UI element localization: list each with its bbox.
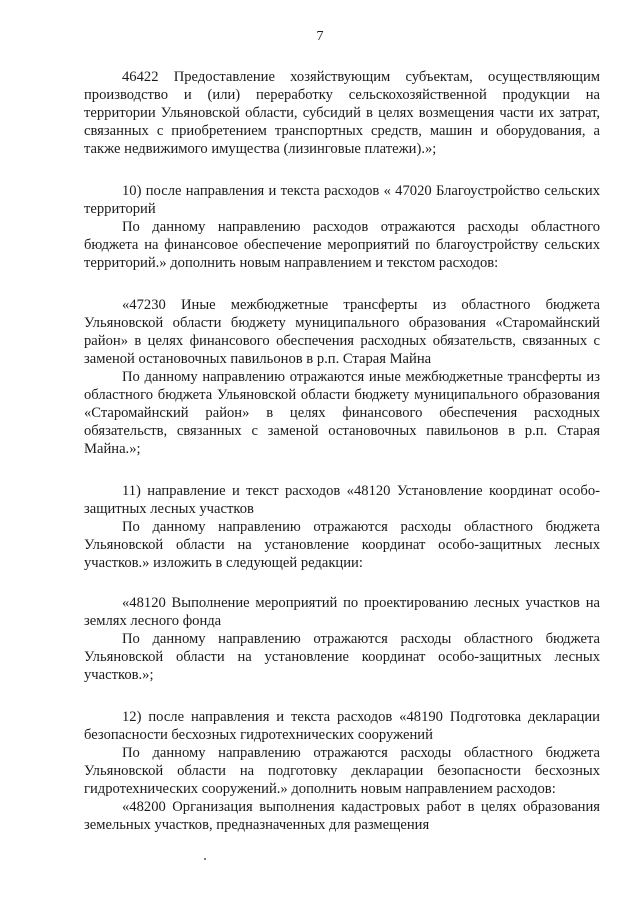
page-number: 7 [316,29,324,44]
paragraph-47230-description: По данному направлению отражаются иные межбюджетные трансферты из областного бюджета Ульяновской области бюджету муниципального образования «Старомайнский район» в целях финансового обеспечения расходных обязательств, связанных с заменой остановочных павильонов в р.п. Старая Майна.»; [84,369,600,457]
paragraph-48190-description: По данному направлению отражаются расходы областного бюджета Ульяновской области на подготовку декларации безопасности бесхозных гидротехнических сооружений.» дополнить новым направлением расходов: [84,745,600,797]
paragraph-48200: «48200 Организация выполнения кадастровых работ в целях образования земельных участков, предназначенных для размещения [84,799,600,833]
paragraph-item-12: 12) после направления и текста расходов «48190 Подготовка декларации безопасности бесхозных гидротехнических сооружений [84,709,600,743]
document-body [84,68,600,834]
paragraph-48120-description: По данному направлению отражаются расходы областного бюджета Ульяновской области на установление координат особо-защитных лесных участков.» изложить в следующей редакции: [84,519,600,571]
paragraph-48120-new-description: По данному направлению отражаются расходы областного бюджета Ульяновской области на установление координат особо-защитных лесных участков.»; [84,631,600,683]
paragraph-item-10: 10) после направления и текста расходов « 47020 Благоустройство сельских территорий [84,183,600,217]
scan-speck [204,858,206,860]
paragraph-47020-description: По данному направлению расходов отражаются расходы областного бюджета на финансовое обеспечение мероприятий по благоустройству сельских территорий.» дополнить новым направлением и текстом расходов: [84,219,600,271]
paragraph-47230: «47230 Иные межбюджетные трансферты из областного бюджета Ульяновской области бюджету муниципального образования «Старомайнский район» в целях финансового обеспечения расходных обязательств, связанных с заменой остановочных павильонов в р.п. Старая Майна [84,297,600,367]
paragraph-item-11: 11) направление и текст расходов «48120 Установление координат особо-защитных лесных участков [84,483,600,517]
paragraph-48120-new: «48120 Выполнение мероприятий по проектированию лесных участков на землях лесного фонда [84,595,600,629]
paragraph-46422: 46422 Предоставление хозяйствующим субъектам, осуществляющим производство и (или) переработку сельскохозяйственной продукции на территории Ульяновской области, субсидий в целях возмещения части их затрат, связанных с приобретением транспортных средств, машин и оборудования, а также недвижимого имущества (лизинговые платежи).»; [84,69,600,157]
